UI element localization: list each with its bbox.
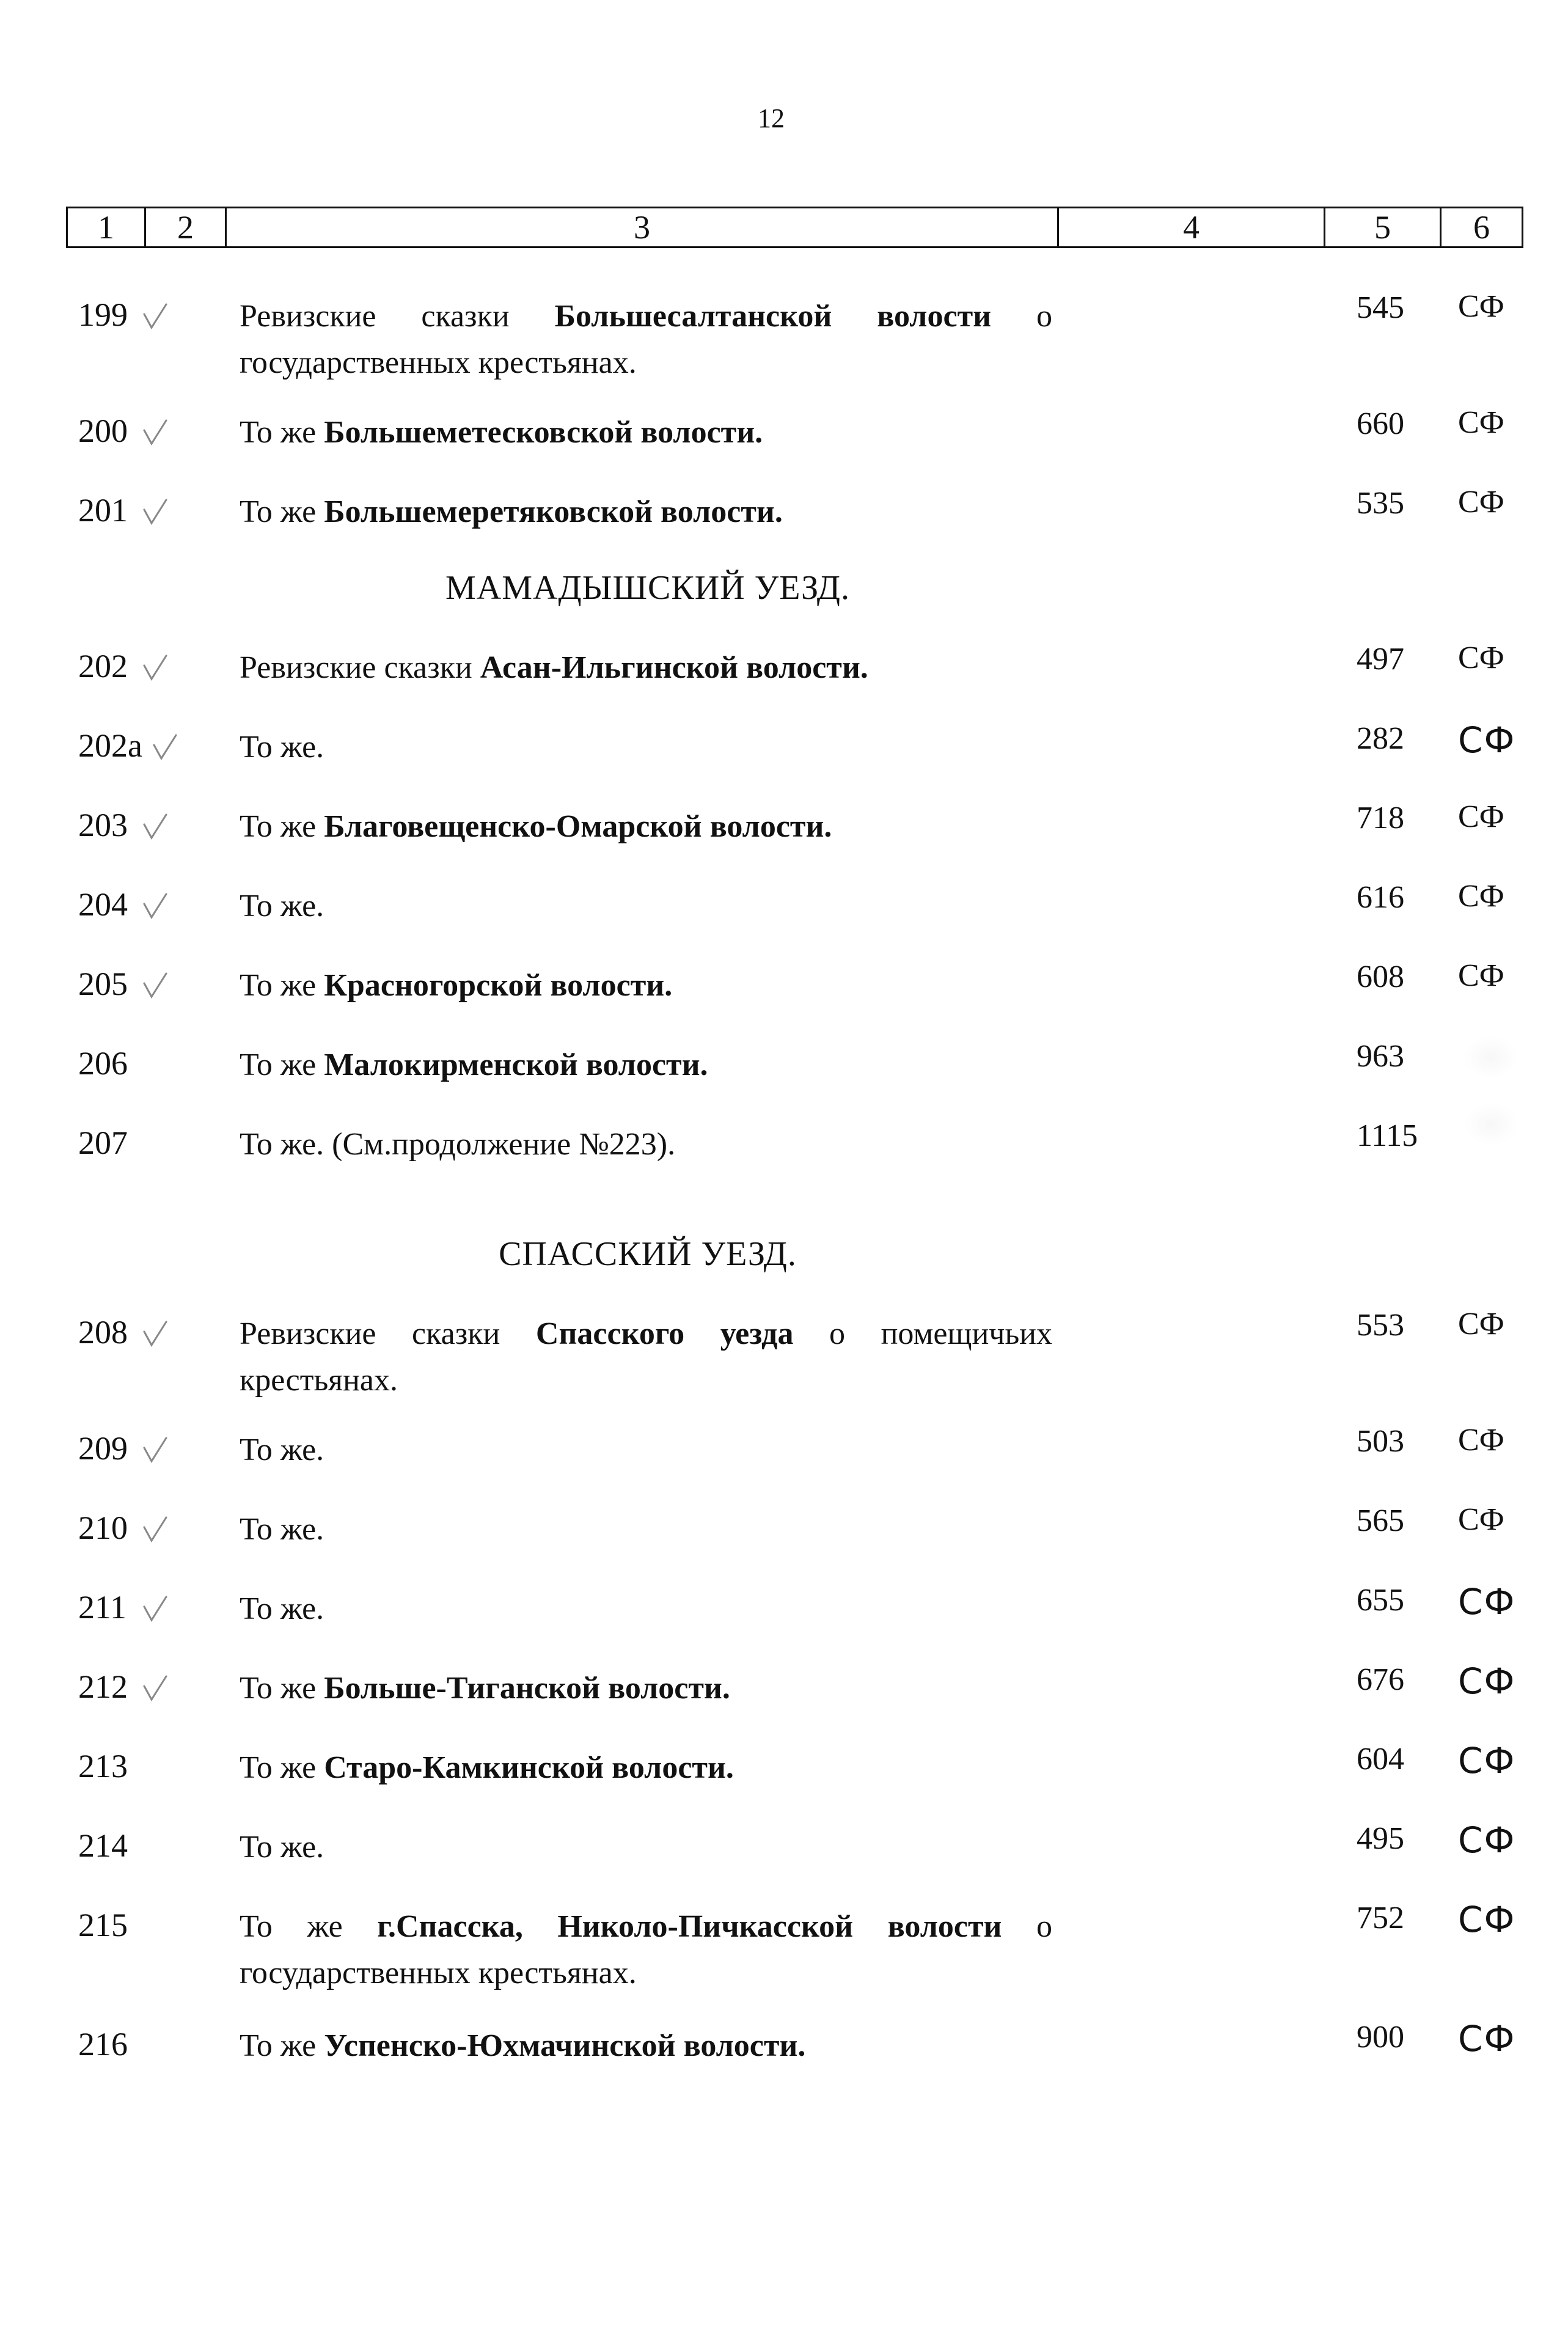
- entry-description: [240, 1904, 1052, 1997]
- check-mark-icon: [152, 732, 178, 763]
- entry-row: [0, 485, 1568, 562]
- description-part: Ревизские сказки: [240, 650, 480, 685]
- entry-number: 203: [78, 807, 128, 843]
- check-mark-icon: [142, 890, 169, 922]
- description-part: То же: [240, 2028, 324, 2063]
- entry-fund-mark: СФ: [1458, 1819, 1516, 1861]
- description-part: о помещичьих крестьянах.: [240, 1316, 1052, 1398]
- check-mark-icon: [142, 417, 169, 449]
- entry-count: 495: [1357, 1821, 1404, 1856]
- entry-fund-mark: СФ: [1458, 719, 1516, 761]
- entry-count: 503: [1357, 1424, 1404, 1459]
- entry-number: 209: [78, 1430, 128, 1467]
- column-header-6: 6: [1441, 208, 1523, 248]
- entry-count: 535: [1357, 486, 1404, 521]
- check-mark-icon: [142, 1593, 169, 1625]
- entry-count: 604: [1357, 1742, 1404, 1777]
- entry-fund-mark: СФ: [1458, 640, 1504, 675]
- entry-description: [240, 2023, 1052, 2069]
- section-title-mamadysh: МАМАДЫШСКИЙ УЕЗД.: [445, 569, 850, 607]
- entry-count: 608: [1357, 959, 1404, 994]
- entry-description: [240, 1824, 1052, 1871]
- entry-row: [0, 1740, 1568, 1818]
- entry-row: [0, 1660, 1568, 1739]
- column-header-3: 3: [226, 208, 1058, 248]
- description-part: То же: [240, 1909, 378, 1944]
- entry-description: [240, 1586, 1052, 1632]
- entry-number: 202: [78, 648, 128, 684]
- entry-count: 752: [1357, 1901, 1404, 1935]
- entry-fund-mark: СФ: [1458, 799, 1504, 834]
- entry-number: 202а: [78, 727, 142, 764]
- description-bold-part: Большесалтанской волости: [554, 299, 992, 334]
- entry-fund-mark: СФ: [1458, 1423, 1504, 1458]
- entry-number: 206: [78, 1045, 128, 1082]
- description-bold-part: Старо-Камкинской волости.: [324, 1750, 734, 1785]
- description-bold-part: Благовещенско-Омарской волости.: [324, 809, 832, 844]
- entry-row: [0, 1899, 1568, 1990]
- description-bold-part: Больше-Тиганской волости.: [324, 1671, 730, 1706]
- entry-fund-mark: СФ: [1458, 405, 1504, 440]
- entry-number: 213: [78, 1748, 128, 1784]
- check-mark-icon: [142, 1434, 169, 1466]
- entry-row: [0, 879, 1568, 956]
- entry-count: 616: [1357, 880, 1404, 915]
- description-part: То же: [240, 415, 324, 450]
- description-part: То же.: [240, 1432, 324, 1467]
- entry-number: 205: [78, 966, 128, 1002]
- entry-description: [240, 489, 1052, 535]
- entry-row: [0, 2018, 1568, 2096]
- entry-description: [240, 1506, 1052, 1553]
- entry-row: [0, 405, 1568, 483]
- correction-blot: [1464, 1036, 1519, 1079]
- entry-count: 655: [1357, 1583, 1404, 1618]
- entry-count: 963: [1357, 1039, 1404, 1074]
- entry-description: [240, 293, 1052, 386]
- entry-row: [0, 1581, 1568, 1659]
- entry-description: [240, 724, 1052, 771]
- check-mark-icon: [142, 1673, 169, 1704]
- entry-number: 208: [78, 1314, 128, 1351]
- entry-number: 211: [78, 1589, 126, 1626]
- entry-description: [240, 645, 1052, 691]
- check-mark-icon: [142, 970, 169, 1002]
- check-mark-icon: [142, 1318, 169, 1350]
- correction-blot: [1464, 1103, 1519, 1146]
- description-part: То же.: [240, 1830, 324, 1865]
- entry-row: [0, 1307, 1568, 1398]
- description-part: То же.: [240, 1591, 324, 1626]
- description-part: То же: [240, 1671, 324, 1706]
- description-part: То же: [240, 494, 324, 529]
- entry-count: 900: [1357, 2020, 1404, 2055]
- description-part: То же: [240, 968, 324, 1003]
- description-part: То же: [240, 1047, 324, 1082]
- section-title-spassk: СПАССКИЙ УЕЗД.: [499, 1235, 797, 1273]
- entry-count: 565: [1357, 1503, 1404, 1538]
- entry-fund-mark: СФ: [1458, 1899, 1516, 1940]
- entry-description: [240, 1745, 1052, 1791]
- description-part: То же. (См.продолжение №223).: [240, 1127, 676, 1162]
- entry-number: 210: [78, 1509, 128, 1546]
- entry-description: [240, 409, 1052, 456]
- entry-fund-mark: СФ: [1458, 1740, 1516, 1781]
- column-header-5: 5: [1325, 208, 1441, 248]
- description-part: То же: [240, 1750, 324, 1785]
- entry-count: 660: [1357, 406, 1404, 441]
- column-header-table: [66, 207, 1523, 248]
- entry-description: [240, 963, 1052, 1009]
- description-part: То же.: [240, 730, 324, 765]
- description-bold-part: Малокирменской волости.: [324, 1047, 708, 1082]
- entry-number: 215: [78, 1907, 128, 1943]
- description-bold-part: Большемеретяковской волости.: [324, 494, 783, 529]
- column-header-2: 2: [145, 208, 226, 248]
- entry-fund-mark: СФ: [1458, 1660, 1516, 1702]
- description-part: То же.: [240, 889, 324, 923]
- entry-fund-mark: СФ: [1458, 1502, 1504, 1537]
- check-mark-icon: [142, 1514, 169, 1546]
- entry-row: [0, 1502, 1568, 1580]
- entry-number: 214: [78, 1827, 128, 1864]
- description-part: То же.: [240, 1512, 324, 1547]
- entry-fund-mark: СФ: [1458, 1581, 1516, 1623]
- entry-fund-mark: СФ: [1458, 2018, 1516, 2059]
- page-number: 12: [758, 103, 785, 133]
- entry-description: [240, 1311, 1052, 1404]
- entry-count: 497: [1357, 642, 1404, 677]
- entry-row: [0, 1819, 1568, 1898]
- description-bold-part: Большеметесковской волости.: [324, 415, 763, 450]
- entry-number: 200: [78, 413, 128, 449]
- check-mark-icon: [142, 811, 169, 843]
- entry-fund-mark: СФ: [1458, 289, 1504, 324]
- entry-description: [240, 804, 1052, 850]
- entry-fund-mark: СФ: [1458, 958, 1504, 993]
- check-mark-icon: [142, 301, 169, 332]
- entry-description: [240, 1042, 1052, 1088]
- entry-number: 201: [78, 492, 128, 529]
- description-bold-part: Успенско-Юхмачинской волости.: [324, 2028, 806, 2063]
- description-part: Ревизские сказки: [240, 299, 555, 334]
- entry-row: [0, 719, 1568, 798]
- description-bold-part: г.Спасска, Николо-Пичкасской волости: [377, 1909, 1002, 1944]
- description-bold-part: Спасского уезда: [535, 1316, 794, 1351]
- entry-fund-mark: СФ: [1458, 879, 1504, 914]
- entry-description: [240, 883, 1052, 930]
- entry-count: 718: [1357, 801, 1404, 835]
- entry-count: 545: [1357, 290, 1404, 325]
- column-header-4: 4: [1058, 208, 1325, 248]
- entry-description: [240, 1665, 1052, 1712]
- description-part: То же: [240, 809, 324, 844]
- entry-fund-mark: СФ: [1458, 485, 1504, 519]
- entry-number: 212: [78, 1668, 128, 1705]
- entry-row: [0, 1039, 1568, 1115]
- entry-number: 207: [78, 1124, 128, 1161]
- entry-row: [0, 799, 1568, 877]
- description-part: Ревизские сказки: [240, 1316, 536, 1351]
- entry-description: [240, 1121, 1052, 1168]
- entry-count: 676: [1357, 1662, 1404, 1697]
- entry-count: 1115: [1357, 1118, 1418, 1153]
- entry-number: 216: [78, 2026, 128, 2063]
- check-mark-icon: [142, 652, 169, 684]
- entry-row: [0, 1423, 1568, 1500]
- entry-count: 282: [1357, 721, 1404, 756]
- entry-description: [240, 1427, 1052, 1473]
- entry-number: 199: [78, 296, 128, 333]
- entry-row: [0, 1118, 1568, 1195]
- entry-count: 553: [1357, 1308, 1404, 1343]
- description-bold-part: Красногорской волости.: [324, 968, 673, 1003]
- check-mark-icon: [142, 496, 169, 528]
- description-bold-part: Асан-Ильгинской волости.: [480, 650, 868, 685]
- column-header-1: 1: [67, 208, 145, 248]
- entry-row: [0, 640, 1568, 718]
- entry-row: [0, 958, 1568, 1036]
- entry-row: [0, 289, 1568, 380]
- description-part: о государственных крестьянах.: [240, 299, 1052, 380]
- entry-number: 204: [78, 886, 128, 923]
- description-part: о государственных крестьянах.: [240, 1909, 1053, 1990]
- entry-fund-mark: СФ: [1458, 1307, 1504, 1341]
